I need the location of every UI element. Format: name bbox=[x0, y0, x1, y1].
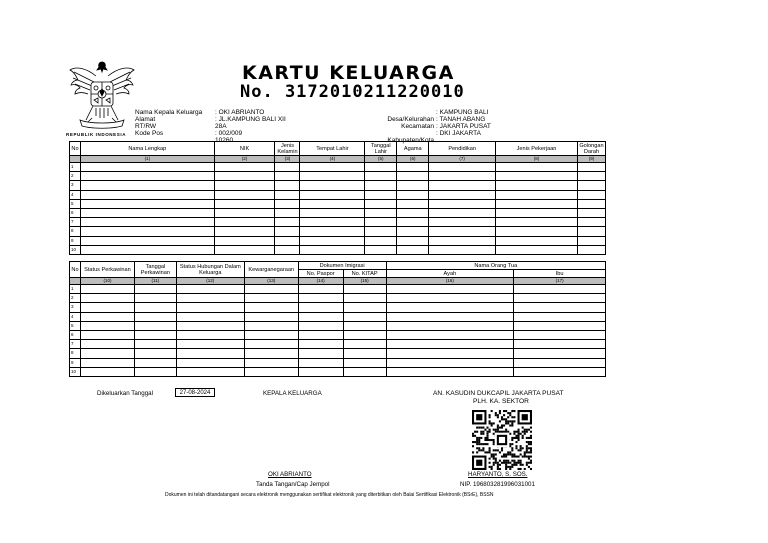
info-label: Kabupaten/Kota bbox=[387, 137, 434, 144]
info-value: : OKI ABRIANTO bbox=[215, 109, 265, 116]
row-number: 9 bbox=[70, 358, 81, 367]
table-cell bbox=[275, 245, 300, 254]
official-name: HARYANTO, S. SOS. bbox=[468, 471, 528, 478]
table-cell bbox=[134, 367, 176, 376]
col-header-ibu: Ibu bbox=[514, 270, 606, 278]
col-number: (4) bbox=[300, 156, 365, 163]
col-header-status-perkawinan: Status Perkawinan bbox=[80, 262, 134, 278]
table-cell bbox=[214, 190, 275, 199]
table-cell bbox=[429, 218, 496, 227]
col-number: (17) bbox=[514, 278, 606, 285]
col-header-kewarganegaraan: Kewarganegaraan bbox=[244, 262, 298, 278]
info-label bbox=[135, 137, 215, 140]
table-cell bbox=[514, 303, 606, 312]
info-value: : KAMPUNG BALI bbox=[436, 109, 489, 116]
table-cell bbox=[514, 312, 606, 321]
table-cell bbox=[244, 358, 298, 367]
table-cell bbox=[300, 227, 365, 236]
document-title: KARTU KELUARGA bbox=[242, 62, 455, 84]
col-header-no: No bbox=[70, 142, 81, 156]
table-cell bbox=[397, 218, 429, 227]
table-cell bbox=[244, 340, 298, 349]
col-header-nik: NIK bbox=[214, 142, 275, 156]
table-cell bbox=[80, 227, 214, 236]
family-head-name: OKI ABRIANTO bbox=[268, 471, 312, 478]
table-cell bbox=[298, 321, 343, 330]
table-cell bbox=[80, 358, 134, 367]
table-cell bbox=[386, 349, 514, 358]
table-row bbox=[70, 190, 606, 199]
row-number: 10 bbox=[70, 367, 81, 376]
table-cell bbox=[343, 367, 386, 376]
signature-label: Tanda Tangan/Cap Jempol bbox=[256, 481, 330, 488]
electronic-signature-disclaimer: Dokumen ini telah ditandatangani secara elektronik menggunakan sertifikat elektronik yang diterbitkan oleh Balai Sertifikasi Elektronik (BSrE), BSSN bbox=[165, 492, 494, 498]
table-cell bbox=[300, 236, 365, 245]
info-value: : TANAH ABANG bbox=[436, 116, 486, 123]
issued-date-label: Dikeluarkan Tanggal bbox=[97, 390, 153, 397]
table-cell bbox=[134, 330, 176, 339]
table-cell bbox=[429, 245, 496, 254]
table-row bbox=[70, 340, 606, 349]
table-row bbox=[70, 321, 606, 330]
row-number: 6 bbox=[70, 208, 81, 217]
info-value: 10260 bbox=[215, 137, 234, 144]
table-cell bbox=[386, 321, 514, 330]
table-cell bbox=[496, 190, 578, 199]
table-cell bbox=[343, 349, 386, 358]
table-cell bbox=[80, 321, 134, 330]
table-cell bbox=[397, 190, 429, 199]
table-cell bbox=[429, 236, 496, 245]
row-number: 4 bbox=[70, 312, 81, 321]
col-header-agama: Agama bbox=[397, 142, 429, 156]
table-cell bbox=[275, 236, 300, 245]
table-cell bbox=[80, 163, 214, 172]
table-cell bbox=[80, 285, 134, 294]
table-cell bbox=[176, 340, 244, 349]
col-number: (10) bbox=[80, 278, 134, 285]
table-cell bbox=[244, 303, 298, 312]
family-info-left bbox=[135, 109, 286, 144]
table-cell bbox=[80, 181, 214, 190]
table-cell bbox=[176, 321, 244, 330]
row-number: 6 bbox=[70, 330, 81, 339]
table-cell bbox=[176, 312, 244, 321]
table-row bbox=[70, 199, 606, 208]
table-cell bbox=[429, 190, 496, 199]
table-row bbox=[70, 294, 606, 303]
row-number: 2 bbox=[70, 172, 81, 181]
table-cell bbox=[214, 218, 275, 227]
table-cell bbox=[80, 236, 214, 245]
table-cell bbox=[214, 245, 275, 254]
info-label: RT/RW bbox=[135, 123, 157, 130]
table-cell bbox=[386, 330, 514, 339]
table-cell bbox=[577, 245, 605, 254]
table-cell bbox=[300, 163, 365, 172]
info-label bbox=[364, 130, 436, 137]
table-cell bbox=[365, 208, 397, 217]
row-number: 5 bbox=[70, 199, 81, 208]
table-cell bbox=[298, 358, 343, 367]
table-cell bbox=[365, 172, 397, 181]
table-cell bbox=[298, 312, 343, 321]
row-number: 1 bbox=[70, 285, 81, 294]
table-cell bbox=[214, 227, 275, 236]
table-cell bbox=[365, 227, 397, 236]
table-cell bbox=[577, 218, 605, 227]
issued-date-value: 27-08-2024 bbox=[175, 388, 215, 397]
table-cell bbox=[343, 340, 386, 349]
row-number: 8 bbox=[70, 349, 81, 358]
table-cell bbox=[343, 294, 386, 303]
table-cell bbox=[134, 340, 176, 349]
table-cell bbox=[214, 208, 275, 217]
col-number bbox=[70, 156, 81, 163]
table-cell bbox=[343, 303, 386, 312]
col-number: (1) bbox=[80, 156, 214, 163]
col-header-dokumen-imigrasi: Dokumen Imigrasi bbox=[298, 262, 386, 270]
table-cell bbox=[80, 312, 134, 321]
row-number: 2 bbox=[70, 294, 81, 303]
table-cell bbox=[134, 349, 176, 358]
family-members-table bbox=[69, 141, 606, 255]
table-cell bbox=[365, 163, 397, 172]
row-number: 10 bbox=[70, 245, 81, 254]
table-cell bbox=[80, 303, 134, 312]
table-cell bbox=[298, 330, 343, 339]
info-value: 28A bbox=[215, 123, 227, 130]
table-cell bbox=[514, 340, 606, 349]
table-row bbox=[70, 330, 606, 339]
table-cell bbox=[275, 190, 300, 199]
table-cell bbox=[429, 181, 496, 190]
table-cell bbox=[300, 199, 365, 208]
table-cell bbox=[214, 199, 275, 208]
table-cell bbox=[176, 367, 244, 376]
table-cell bbox=[365, 199, 397, 208]
table-cell bbox=[514, 349, 606, 358]
table-cell bbox=[577, 227, 605, 236]
table-cell bbox=[397, 208, 429, 217]
family-info-right bbox=[364, 109, 491, 144]
col-number: (16) bbox=[386, 278, 514, 285]
col-number: (8) bbox=[496, 156, 578, 163]
table-cell bbox=[386, 358, 514, 367]
table-cell bbox=[496, 218, 578, 227]
table-cell bbox=[298, 340, 343, 349]
table-row bbox=[70, 236, 606, 245]
table-row bbox=[70, 245, 606, 254]
row-number: 9 bbox=[70, 236, 81, 245]
col-header-nama-orang-tua: Nama Orang Tua bbox=[386, 262, 605, 270]
table-cell bbox=[386, 340, 514, 349]
info-label: Desa/Kelurahan bbox=[387, 116, 434, 123]
table-cell bbox=[80, 199, 214, 208]
table-cell bbox=[80, 245, 214, 254]
table-cell bbox=[365, 190, 397, 199]
table-cell bbox=[496, 227, 578, 236]
table-cell bbox=[343, 321, 386, 330]
table-cell bbox=[80, 190, 214, 199]
table-cell bbox=[397, 245, 429, 254]
row-number: 4 bbox=[70, 190, 81, 199]
table-cell bbox=[577, 181, 605, 190]
table-cell bbox=[244, 294, 298, 303]
row-number: 8 bbox=[70, 227, 81, 236]
table-cell bbox=[244, 285, 298, 294]
table-cell bbox=[397, 181, 429, 190]
table-cell bbox=[244, 321, 298, 330]
table-cell bbox=[176, 285, 244, 294]
table-cell bbox=[134, 312, 176, 321]
official-title: AN. KASUDIN DUKCAPIL JAKARTA PUSAT bbox=[433, 390, 564, 397]
row-number: 7 bbox=[70, 340, 81, 349]
info-label bbox=[364, 109, 436, 116]
row-number: 7 bbox=[70, 218, 81, 227]
col-header-ayah: Ayah bbox=[386, 270, 514, 278]
document-number: No. 3172010211220010 bbox=[240, 82, 465, 102]
info-label: Alamat bbox=[135, 116, 156, 123]
col-header-jenis-kelamin: Jenis Kelamin bbox=[275, 142, 300, 156]
table-cell bbox=[429, 199, 496, 208]
table-cell bbox=[214, 181, 275, 190]
table-row bbox=[70, 218, 606, 227]
table-cell bbox=[514, 358, 606, 367]
table-cell bbox=[300, 190, 365, 199]
col-number: (12) bbox=[176, 278, 244, 285]
table-cell bbox=[386, 294, 514, 303]
col-header-pekerjaan: Jenis Pekerjaan bbox=[496, 142, 578, 156]
table-cell bbox=[275, 172, 300, 181]
table-cell bbox=[386, 367, 514, 376]
table-cell bbox=[496, 208, 578, 217]
table-cell bbox=[275, 199, 300, 208]
table-cell bbox=[397, 227, 429, 236]
family-status-table bbox=[69, 261, 606, 377]
table-cell bbox=[80, 340, 134, 349]
table-cell bbox=[214, 163, 275, 172]
table-cell bbox=[496, 181, 578, 190]
col-header-paspor: No. Paspor bbox=[298, 270, 343, 278]
info-value: : JL.KAMPUNG BALI XII bbox=[215, 116, 286, 123]
table-cell bbox=[386, 312, 514, 321]
col-header-kitap: No. KITAP bbox=[343, 270, 386, 278]
table-cell bbox=[577, 172, 605, 181]
table-cell bbox=[397, 163, 429, 172]
table-cell bbox=[176, 358, 244, 367]
table-row bbox=[70, 208, 606, 217]
table-cell bbox=[176, 303, 244, 312]
table-cell bbox=[134, 303, 176, 312]
col-number: (11) bbox=[134, 278, 176, 285]
table-cell bbox=[80, 172, 214, 181]
table-cell bbox=[429, 163, 496, 172]
table-cell bbox=[134, 294, 176, 303]
table-cell bbox=[496, 163, 578, 172]
table-cell bbox=[80, 294, 134, 303]
table-cell bbox=[365, 236, 397, 245]
table-cell bbox=[577, 190, 605, 199]
col-header-no: No bbox=[70, 262, 81, 278]
table-cell bbox=[80, 367, 134, 376]
table-row bbox=[70, 303, 606, 312]
table-cell bbox=[214, 172, 275, 181]
col-header-pendidikan: Pendidikan bbox=[429, 142, 496, 156]
table-cell bbox=[298, 303, 343, 312]
table-row bbox=[70, 181, 606, 190]
table-cell bbox=[397, 172, 429, 181]
col-number: (9) bbox=[577, 156, 605, 163]
table-cell bbox=[244, 367, 298, 376]
col-number: (14) bbox=[298, 278, 343, 285]
col-header-status-hubungan: Status Hubungan Dalam Keluarga bbox=[176, 262, 244, 278]
garuda-emblem-icon bbox=[66, 58, 138, 132]
table-cell bbox=[214, 236, 275, 245]
official-nip: NIP. 196803281996031001 bbox=[460, 481, 535, 488]
kepala-keluarga-label: KEPALA KELUARGA bbox=[263, 390, 322, 397]
table-cell bbox=[244, 312, 298, 321]
table-cell bbox=[429, 208, 496, 217]
table-cell bbox=[429, 227, 496, 236]
table-cell bbox=[514, 285, 606, 294]
table-cell bbox=[300, 172, 365, 181]
col-number: (7) bbox=[429, 156, 496, 163]
table-cell bbox=[300, 245, 365, 254]
table-row bbox=[70, 285, 606, 294]
table-cell bbox=[386, 285, 514, 294]
table-cell bbox=[496, 236, 578, 245]
table-row bbox=[70, 349, 606, 358]
table-row bbox=[70, 227, 606, 236]
table-cell bbox=[244, 349, 298, 358]
table-cell bbox=[134, 358, 176, 367]
table-cell bbox=[134, 285, 176, 294]
table-cell bbox=[244, 330, 298, 339]
table-cell bbox=[176, 349, 244, 358]
col-number: (6) bbox=[397, 156, 429, 163]
table-row bbox=[70, 163, 606, 172]
row-number: 1 bbox=[70, 163, 81, 172]
table-cell bbox=[298, 285, 343, 294]
table-cell bbox=[343, 358, 386, 367]
row-number: 5 bbox=[70, 321, 81, 330]
col-number bbox=[70, 278, 81, 285]
col-header-nama: Nama Lengkap bbox=[80, 142, 214, 156]
table-cell bbox=[514, 294, 606, 303]
table-cell bbox=[134, 321, 176, 330]
qr-code-icon bbox=[472, 410, 532, 470]
col-header-tempat-lahir: Tempat Lahir bbox=[300, 142, 365, 156]
table-cell bbox=[300, 181, 365, 190]
table-cell bbox=[514, 321, 606, 330]
col-number: (13) bbox=[244, 278, 298, 285]
table-cell bbox=[176, 330, 244, 339]
table-cell bbox=[577, 199, 605, 208]
table-cell bbox=[275, 218, 300, 227]
table-cell bbox=[298, 294, 343, 303]
table-cell bbox=[397, 199, 429, 208]
table-row bbox=[70, 358, 606, 367]
official-subtitle: PLH. KA. SEKTOR bbox=[473, 398, 529, 405]
col-number: (3) bbox=[275, 156, 300, 163]
table-cell bbox=[300, 218, 365, 227]
table-cell bbox=[80, 218, 214, 227]
table-cell bbox=[429, 172, 496, 181]
table-row bbox=[70, 367, 606, 376]
table-cell bbox=[275, 227, 300, 236]
table-cell bbox=[397, 236, 429, 245]
table-cell bbox=[577, 208, 605, 217]
table-cell bbox=[365, 181, 397, 190]
info-label: Kode Pos bbox=[135, 130, 164, 137]
info-value: : DKI JAKARTA bbox=[436, 130, 481, 137]
table-cell bbox=[176, 294, 244, 303]
table-cell bbox=[496, 199, 578, 208]
table-cell bbox=[80, 330, 134, 339]
table-cell bbox=[577, 163, 605, 172]
col-header-tanggal-lahir: Tanggal Lahir bbox=[365, 142, 397, 156]
col-number: (5) bbox=[365, 156, 397, 163]
col-number: (15) bbox=[343, 278, 386, 285]
col-number: (2) bbox=[214, 156, 275, 163]
table-cell bbox=[365, 245, 397, 254]
table-cell bbox=[275, 208, 300, 217]
table-cell bbox=[496, 172, 578, 181]
info-value: : JAKARTA PUSAT bbox=[436, 123, 491, 130]
table-cell bbox=[343, 330, 386, 339]
table-cell bbox=[365, 218, 397, 227]
col-header-golongan-darah: Golongan Darah bbox=[579, 142, 604, 155]
table-cell bbox=[300, 208, 365, 217]
table-cell bbox=[298, 349, 343, 358]
table-cell bbox=[343, 285, 386, 294]
table-cell bbox=[514, 367, 606, 376]
row-number: 3 bbox=[70, 181, 81, 190]
table-row bbox=[70, 312, 606, 321]
info-label: Kecamatan bbox=[401, 123, 434, 130]
table-cell bbox=[386, 303, 514, 312]
col-header-tanggal-perkawinan: Tanggal Perkawinan bbox=[134, 262, 176, 278]
table-row bbox=[70, 172, 606, 181]
info-value: : 002/009 bbox=[215, 130, 243, 137]
table-cell bbox=[80, 349, 134, 358]
info-label: Nama Kepala Keluarga bbox=[135, 109, 203, 116]
table-cell bbox=[577, 236, 605, 245]
row-number: 3 bbox=[70, 303, 81, 312]
republik-label: REPUBLIK INDONESIA bbox=[66, 132, 127, 137]
table-cell bbox=[343, 312, 386, 321]
table-cell bbox=[298, 367, 343, 376]
table-cell bbox=[80, 208, 214, 217]
table-cell bbox=[514, 330, 606, 339]
table-cell bbox=[496, 245, 578, 254]
table-cell bbox=[275, 163, 300, 172]
table-cell bbox=[275, 181, 300, 190]
